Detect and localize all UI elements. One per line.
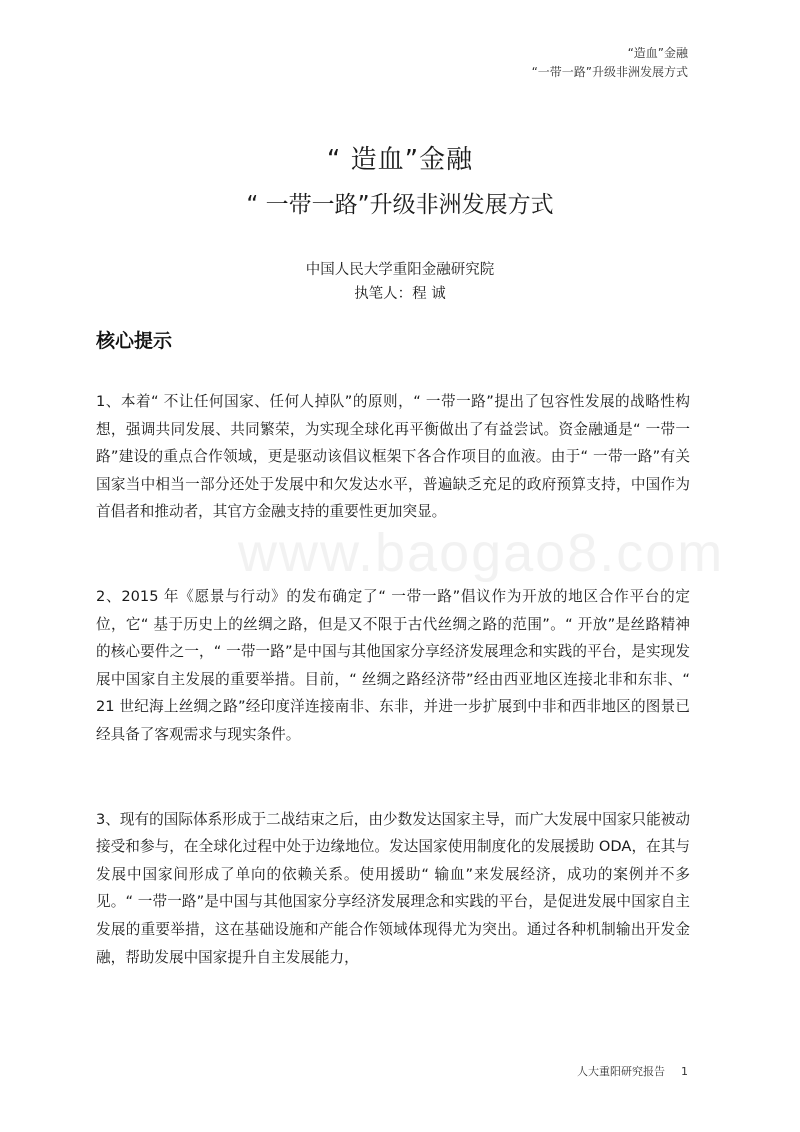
footer-label: 人大重阳研究报告 xyxy=(577,1065,665,1078)
sub-title: “ 一带一路”升级非洲发展方式 xyxy=(246,192,554,218)
institution: 中国人民大学重阳金融研究院 xyxy=(305,262,495,278)
running-header-line1: “造血”金融 xyxy=(627,46,688,60)
writer: 执笔人：程 诚 xyxy=(354,286,446,302)
author-block xyxy=(0,258,800,306)
paragraph-1: 1、本着“ 不让任何国家、任何人掉队”的原则，“ 一带一路”提出了包容性发展的战略性构想，强调共同发展、共同繁荣，为实现全球化再平衡做出了有益尝试。资金融通是“ 一带一路”建设的重点合作领域，更是驱动该倡议框架下各合作项目的血液。由于“ 一带一路”有关国家当中相当一部分还处于发展中和欠发达水平，普遍缺乏充足的政府预算支持，中国作为首倡者和推动者，其官方金融支持的重要性更加突显。 xyxy=(96,393,690,521)
paragraph-2: 2、2015 年《愿景与行动》的发布确定了“ 一带一路”倡议作为开放的地区合作平台的定位，它“ 基于历史上的丝绸之路，但是又不限于古代丝绸之路的范围”。“ 开放”是丝路精神的核心要件之一，“ 一带一路”是中国与其他国家分享经济发展理念和实践的平台，是实现发展中国家自主发展的重要举措。目前，“ 丝绸之路经济带”经由西亚地区连接北非和东非、“ 21 世纪海上丝绸之路”经印度洋连接南非、东非，并进一步扩展到中非和西非地区的图景已经具备了客观需求与现实条件。 xyxy=(96,587,690,743)
section-heading: 核心提示 xyxy=(96,330,173,352)
footer xyxy=(577,1064,688,1080)
title-block xyxy=(0,142,800,222)
running-header-line2: “一带一路”升级非洲发展方式 xyxy=(531,65,688,79)
paragraph-3: 3、现有的国际体系形成于二战结束之后，由少数发达国家主导，而广大发展中国家只能被动接受和参与，在全球化过程中处于边缘地位。发达国家使用制度化的发展援助 ODA，在其与发展中国家间形成了单向的依赖关系。使用援助“ 输血”来发展经济，成功的案例并不多见。“ 一带一路”是中国与其他国家分享经济发展理念和实践的平台，是促进发展中国家自主发展的重要举措，这在基础设施和产能合作领域体现得尤为突出。通过各种机制输出开发金融，帮助发展中国家提升自主发展能力， xyxy=(96,810,690,966)
main-title: “ 造血”金融 xyxy=(326,145,474,175)
body-text xyxy=(96,388,690,1028)
page-number: 1 xyxy=(681,1065,688,1078)
running-header xyxy=(532,44,688,82)
watermark: www.baogao8.com xyxy=(238,523,725,583)
